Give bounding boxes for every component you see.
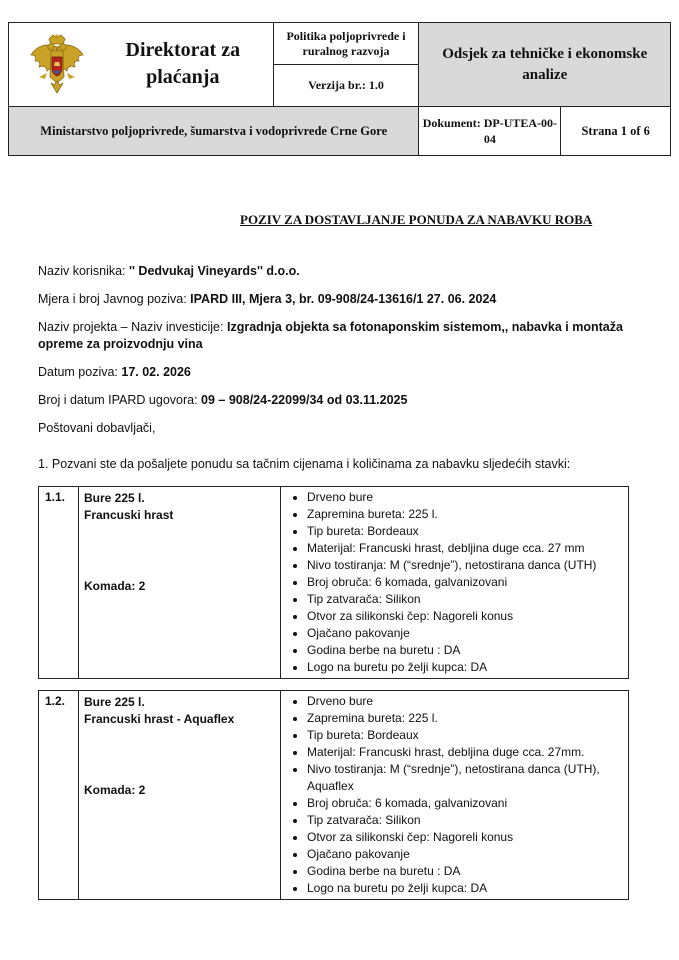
spec-item: • Logo na buretu po želji kupca: DA	[307, 880, 624, 897]
contract-value: 09 – 908/24-22099/34 od 03.11.2025	[201, 393, 408, 407]
project-label: Naziv projekta – Naziv investicije:	[38, 320, 227, 334]
spec-item: • Nivo tostiranja: M (“srednje”), netostirana danca (UTH), Aquaflex	[307, 761, 624, 795]
date-value: 17. 02. 2026	[121, 365, 191, 379]
document-header	[8, 22, 671, 156]
spec-item: • Nivo tostiranja: M (“srednje”), netostirana danca (UTH)	[307, 557, 624, 574]
call-label: Mjera i broj Javnog poziva:	[38, 292, 191, 306]
item-subname: Francuski hrast - Aquaflex	[84, 712, 235, 726]
call-line	[38, 291, 648, 308]
spec-item: • Zapremina bureta: 225 l.	[307, 710, 624, 727]
item-name: Bure 225 l.	[84, 695, 145, 709]
spec-item: • Otvor za silikonski čep: Nagoreli konus	[307, 608, 624, 625]
spec-item: • Otvor za silikonski čep: Nagoreli konus	[307, 829, 624, 846]
ministry-cell: Ministarstvo poljoprivrede, šumarstva i vodoprivrede Crne Gore	[9, 107, 419, 156]
spec-item: • Broj obruča: 6 komada, galvanizovani	[307, 574, 624, 591]
project-line	[38, 319, 648, 353]
spec-item: • Ojačano pakovanje	[307, 625, 624, 642]
date-line	[38, 364, 648, 381]
item-quantity: Komada: 2	[84, 783, 146, 797]
spec-item: • Godina berbe na buretu : DA	[307, 642, 624, 659]
item-description	[79, 691, 281, 900]
document-cell: Dokument: DP-UTEA-00-04	[419, 107, 561, 156]
item-subname: Francuski hrast	[84, 508, 174, 522]
item-number: 1.1.	[39, 487, 79, 679]
spec-item: • Tip zatvarača: Silikon	[307, 812, 624, 829]
spec-list	[281, 693, 624, 897]
document-title: POZIV ZA DOSTAVLJANJE PONUDA ZA NABAVKU ROBA	[240, 212, 593, 227]
spec-list	[281, 489, 624, 676]
version-cell: Verzija br.: 1.0	[273, 65, 419, 107]
instruction: 1. Pozvani ste da pošaljete ponudu sa tačnim cijenama i količinama za nabavku sljedećih stavki:	[38, 457, 571, 471]
item-specs	[281, 487, 629, 679]
spec-item: • Tip zatvarača: Silikon	[307, 591, 624, 608]
item-number: 1.2.	[39, 691, 79, 900]
item-table	[38, 690, 629, 900]
item-table	[38, 486, 629, 679]
item-description	[79, 487, 281, 679]
item-specs	[281, 691, 629, 900]
spec-item: • Zapremina bureta: 225 l.	[307, 506, 624, 523]
spec-item: • Drveno bure	[307, 693, 624, 710]
spec-item: • Logo na buretu po želji kupca: DA	[307, 659, 624, 676]
spec-item: • Drveno bure	[307, 489, 624, 506]
spec-item: • Broj obruča: 6 komada, galvanizovani	[307, 795, 624, 812]
directorate-title: Direktorat za plaćanja	[125, 39, 241, 88]
montenegro-coat-of-arms-icon	[27, 33, 87, 97]
spec-item: • Materijal: Francuski hrast, debljina duge cca. 27 mm	[307, 540, 624, 557]
date-label: Datum poziva:	[38, 365, 122, 379]
beneficiary-value: '' Dedvukaj Vineyards'' d.o.o.	[129, 264, 300, 278]
spec-item: • Tip bureta: Bordeaux	[307, 523, 624, 540]
beneficiary-label: Naziv korisnika:	[38, 264, 129, 278]
spec-item: • Materijal: Francuski hrast, debljina duge cca. 27mm.	[307, 744, 624, 761]
call-value: IPARD III, Mjera 3, br. 09-908/24-13616/1 27. 06. 2024	[190, 292, 497, 306]
item-name: Bure 225 l.	[84, 491, 145, 505]
spec-item: • Ojačano pakovanje	[307, 846, 624, 863]
item-quantity: Komada: 2	[84, 579, 146, 593]
contract-line	[38, 392, 648, 409]
department-cell: Odsjek za tehničke i ekonomske analize	[419, 23, 671, 107]
spec-item: • Godina berbe na buretu : DA	[307, 863, 624, 880]
beneficiary-line	[38, 263, 648, 280]
policy-cell: Politika poljoprivrede i ruralnog razvoja	[273, 23, 419, 65]
directorate-cell	[9, 23, 274, 107]
project-value: Izgradnja objekta sa fotonaponskim sistemom,, nabavka i montaža opreme za proizvodnju vina	[38, 320, 623, 351]
page-number-cell: Strana 1 of 6	[561, 107, 671, 156]
greeting: Poštovani dobavljači,	[38, 421, 156, 435]
contract-label: Broj i datum IPARD ugovora:	[38, 393, 202, 407]
spec-item: • Tip bureta: Bordeaux	[307, 727, 624, 744]
